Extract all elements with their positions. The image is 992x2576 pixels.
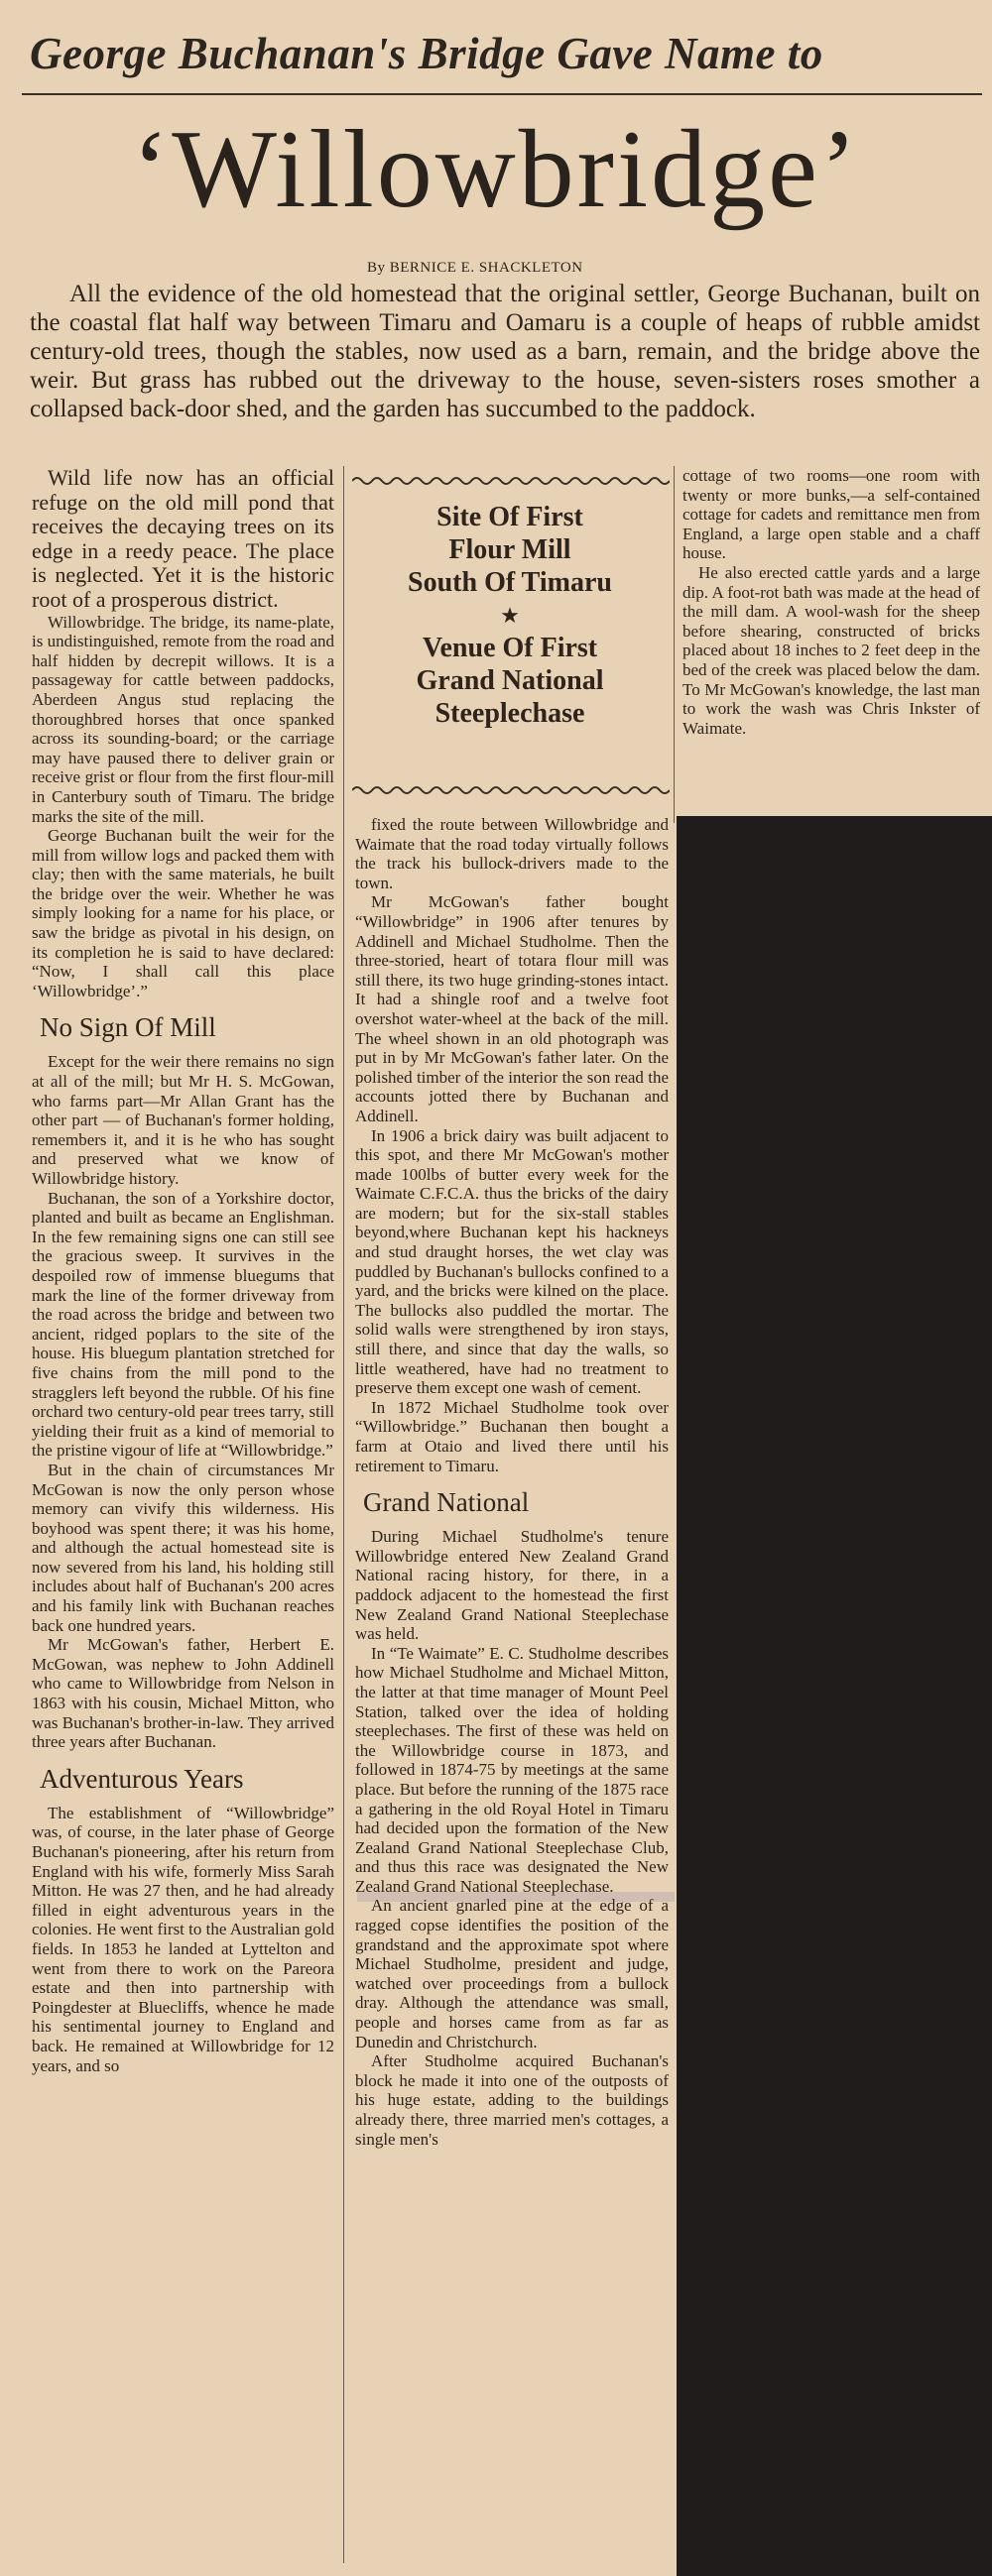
subhead-no-sign-of-mill: No Sign Of Mill [40, 1012, 216, 1043]
wavy-rule-bottom [352, 783, 670, 797]
dark-background-area [677, 816, 992, 2576]
paragraph: During Michael Studholme's tenure Willowbridge entered New Zealand Grand National racing history, for there, in a paddock adjacent to the homestead the first New Zealand Grand National Steeplechase was held. [355, 1527, 669, 1644]
paragraph: Wild life now has an official refuge on the old mill pond that receives the decaying trees on its edge in a reedy peace. The place is neglected. Yet it is the historic root of a prosperous district. [32, 465, 334, 612]
column-3 [682, 466, 980, 738]
paragraph: Mr McGowan's father bought “Willowbridge” in 1906 after tenures by Addinell and Michael Studholme. Then the three-storied, heart of totara flour mill was still there, its two huge grinding-stones intact. It had a shingle roof and a twelve foot overshot water-wheel at the back of the mill. The wheel shown in an old photograph was put in by Mr McGowan's father later. On the polished timber of the interior the son read the accounts jotted there by Buchanan and Addinell. [355, 892, 669, 1125]
sidebar-line: South Of Timaru [408, 567, 612, 598]
sidebar-line: Venue Of First [422, 633, 598, 663]
kicker-headline: George Buchanan's Bridge Gave Name to [30, 29, 823, 78]
main-headline: ‘Willowbridge’ [131, 108, 861, 231]
paragraph: In 1906 a brick dairy was built adjacent to this spot, and there Mr McGowan's mother made 100lbs of butter every week for the Waimate C.F.C.A. thus the bricks of the dairy are modern; but for the six-stall stables beyond,where Buchanan kept his hackneys and stud draught horses, the wet clay was puddled by Buchanan's bullocks confined to a yard, and the bricks were kilned on the place. The bullocks also puddled the mortar. The solid walls were strengthened by iron stays, still there, and since that day the walls, so little weathered, have had no treatment to preserve them except one wash of cement. [355, 1125, 669, 1398]
sidebar-line: Site Of First [436, 502, 583, 532]
fold-stain [357, 1892, 675, 1902]
column-divider [674, 466, 675, 823]
sidebar-line: Steeplechase [434, 698, 585, 729]
paragraph: Buchanan, the son of a Yorkshire doctor, planted and built as became an Englishman. In the few remaining signs one can still see the gracious sweep. It survives in the despoiled row of immense bluegums that mark the line of the former driveway from the road across the bridge and between two ancient, ridged poplars to the site of the house. His bluegum plantation stretched for five chains from the mill pond to the stragglers left beyond the rubble. Of his fine orchard two century-old pear trees tarry, still yielding their fruit as a kind of memorial to the pristine vigour of life at “Willowbridge.” [32, 1188, 334, 1461]
column-1 [32, 466, 334, 2075]
wavy-rule-top [352, 474, 670, 488]
paragraph: Willowbridge. The bridge, its name-plate, is undistinguished, remote from the road and half hidden by decrepit willows. It is a passageway for cattle between paddocks, Aberdeen Angus stud replacing the thoroughbred horses that once spanked across its sounding-board; or the carriage may have paused there to deliver grain or receive grist or flour from the first flour-mill in Canterbury south of Timaru. The bridge marks the site of the mill. [32, 612, 334, 826]
headline-rule [22, 93, 982, 95]
paragraph: An ancient gnarled pine at the edge of a ragged copse identifies the position of the grandstand and the approximate spot where Michael Studholme, president and judge, watched over proceedings from a bullock dray. Although the attendance was small, people and horses came from as far as Dunedin and Christchurch. [355, 1896, 669, 2051]
paragraph: In 1872 Michael Studholme took over “Willowbridge.” Buchanan then bought a farm at Otaio and lived there until his retirement to Timaru. [355, 1397, 669, 1475]
column-2 [355, 815, 669, 2149]
sidebar-line: Flour Mill [448, 534, 571, 565]
paragraph: Except for the weir there remains no sign at all of the mill; but Mr H. S. McGowan, who farms part—Mr Allan Grant has the other part — of Buchanan's former holding, remembers it, and it is he who has sought and preserved what we know of Willowbridge history. [32, 1052, 334, 1188]
paragraph: cottage of two rooms—one room with twenty or more bunks,—a self-contained cottage for cadets and remittance men from England, a large open stable and a chaff house. [682, 466, 980, 563]
lead-paragraph: All the evidence of the old homestead that the original settler, George Buchanan, built on the coastal flat half way between Timaru and Oamaru is a couple of heaps of rubble amidst century-old trees, though the stables, now used as a barn, remain, and the bridge above the weir. But grass has rubbed out the driveway to the house, seven-sisters roses smother a collapsed back-door shed, and the garden has succumbed to the paddock. [30, 281, 980, 422]
paragraph: fixed the route between Willowbridge and Waimate that the road today virtually follows the track his bullock-drivers made to the town. [355, 815, 669, 892]
byline: By BERNICE E. SHACKLETON [367, 260, 583, 276]
subhead-adventurous-years: Adventurous Years [40, 1763, 244, 1794]
paragraph: George Buchanan built the weir for the mill from willow logs and packed them with clay; then with the same materials, he built the bridge over the weir. Whether he was simply looking for a name for his place, or saw the bridge as pivotal in his design, on its completion he is said to have declared: “Now, I shall call this place ‘Willowbridge’.” [32, 826, 334, 1000]
sidebar-title [352, 501, 668, 730]
paragraph: After Studholme acquired Buchanan's block he made it into one of the outposts of his huge estate, adding to the buildings already there, three married men's cottages, a single men's [355, 2051, 669, 2149]
subhead-grand-national: Grand National [363, 1487, 530, 1518]
paragraph: In “Te Waimate” E. C. Studholme describes how Michael Studholme and Michael Mitton, the latter at that time manager of Mount Peel Station, talked over the idea of holding steeplechases. The first of these was held on the Willowbridge course in 1873, and followed in 1874-75 by meetings at the same place. But before the running of the 1875 race a gathering in the old Royal Hotel in Timaru had decided upon the formation of the New Zealand Grand National Steeplechase Club, and thus this race was designated the New Zealand Grand National Steeplechase. [355, 1643, 669, 1896]
column-divider [343, 466, 344, 2563]
paragraph: The establishment of “Willowbridge” was, of course, in the later phase of George Buchanan's pioneering, after his return from England with his wife, formerly Miss Sarah Mitton. He was 27 then, and he had already filled in eight adventurous years in the colonies. He went first to the Australian gold fields. In 1853 he landed at Lyttelton and went from there to work on the Pareora estate and then into partnership with Poingdester at Bluecliffs, whence he made his sentimental journey to England and back. He remained at Willowbridge for 12 years, and so [32, 1803, 334, 2075]
paragraph: He also erected cattle yards and a large dip. A foot-rot bath was made at the head of the mill dam. A wool-wash for the sheep before shearing, constructed of bricks placed about 18 inches to 2 feet deep in the bed of the creek was placed below the dam. To Mr McGowan's knowledge, the last man to work the wash was Chris Inkster of Waimate. [682, 562, 980, 738]
sidebar-line: Grand National [416, 665, 604, 696]
star-icon: ★ [500, 603, 520, 628]
paragraph: Mr McGowan's father, Herbert E. McGowan, was nephew to John Addinell who came to Willowbridge from Nelson in 1863 with his cousin, Michael Mitton, who was Buchanan's brother-in-law. They arrived three years after Buchanan. [32, 1635, 334, 1752]
paragraph: But in the chain of circumstances Mr McGowan is now the only person whose memory can vivify this wilderness. His boyhood was spent there; it was his home, and although the actual homestead site is now severed from his land, his holding still includes about half of Buchanan's 200 acres and his family link with Buchanan reaches back one hundred years. [32, 1460, 334, 1635]
